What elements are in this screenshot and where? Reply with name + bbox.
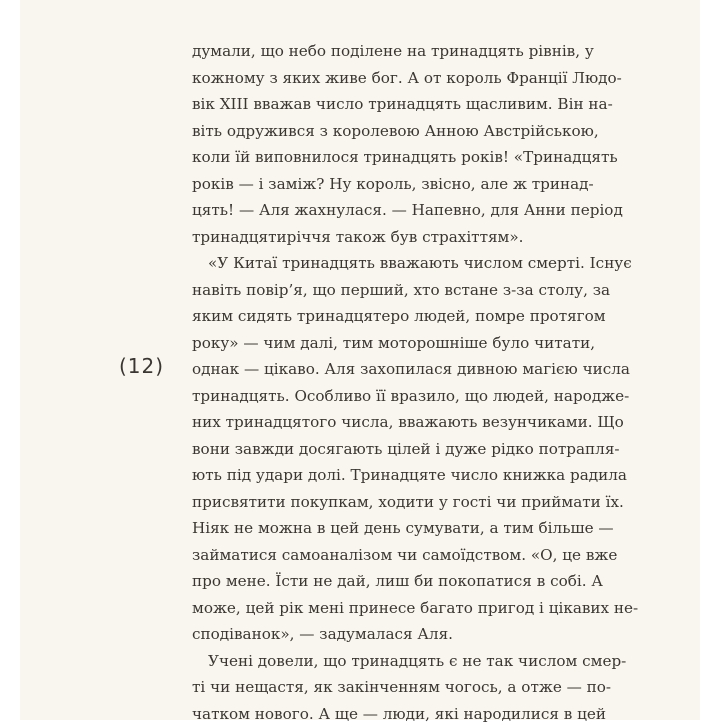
text-line: вони завжди досягають цілей і дуже рідко потрапля- <box>192 436 576 463</box>
page-number: (12) <box>119 354 164 378</box>
text-line: ють під удари долі. Тринадцяте число книжка радила <box>192 462 576 489</box>
text-line: Учені довели, що тринадцять є не так числом смер- <box>192 648 576 675</box>
text-line: тринадцятиріччя також був страхіттям». <box>192 224 576 251</box>
text-line: займатися самоаналізом чи самоїдством. «О, це вже <box>192 542 576 569</box>
text-line: коли їй виповнилося тринадцять років! «Тринадцять <box>192 144 576 171</box>
text-line: може, цей рік мені принесе багато пригод і цікавих не- <box>192 595 576 622</box>
text-line: яким сидять тринадцятеро людей, помре протягом <box>192 303 576 330</box>
text-line: присвятити покупкам, ходити у гості чи приймати їх. <box>192 489 576 516</box>
text-line: думали, що небо поділене на тринадцять рівнів, у <box>192 38 576 65</box>
text-line: однак — цікаво. Аля захопилася дивною магією числа <box>192 356 576 383</box>
text-line: них тринадцятого числа, вважають везунчиками. Що <box>192 409 576 436</box>
text-line: чатком нового. А ще — люди, які народилися в цей <box>192 701 576 727</box>
text-line: сподіванок», — задумалася Аля. <box>192 621 576 648</box>
text-line: кожному з яких живе бог. А от король Франції Людо- <box>192 65 576 92</box>
text-line: Ніяк не можна в цей день сумувати, а тим більше — <box>192 515 576 542</box>
text-line: вік XIII вважав число тринадцять щасливим. Він на- <box>192 91 576 118</box>
text-line: років — і заміж? Ну король, звісно, але ж тринад- <box>192 171 576 198</box>
text-line: цять! — Аля жахнулася. — Напевно, для Анни період <box>192 197 576 224</box>
body-text <box>192 38 576 727</box>
text-line: навіть повір’я, що перший, хто встане з-за столу, за <box>192 277 576 304</box>
text-line: ті чи нещастя, як закінченням чогось, а отже — по- <box>192 674 576 701</box>
text-line: віть одружився з королевою Анною Австрійською, <box>192 118 576 145</box>
text-line: «У Китаї тринадцять вважають числом смерті. Існує <box>192 250 576 277</box>
text-line: року» — чим далі, тим моторошніше було читати, <box>192 330 576 357</box>
text-line: про мене. Їсти не дай, лиш би покопатися в собі. А <box>192 568 576 595</box>
text-line: тринадцять. Особливо її вразило, що людей, народже- <box>192 383 576 410</box>
book-page <box>20 0 700 720</box>
